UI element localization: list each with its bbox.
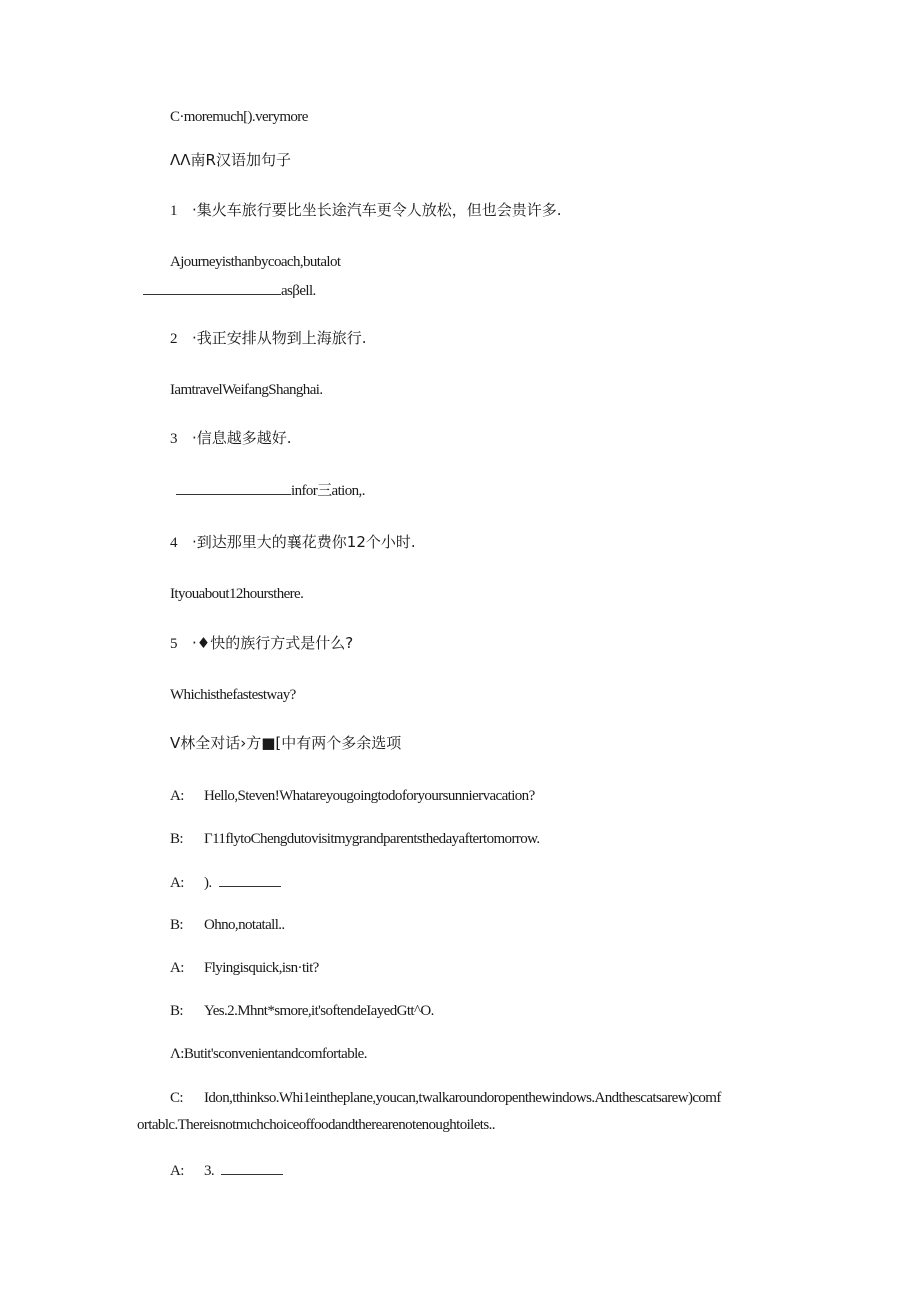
question-chinese: ·我正安排从物到上海旅行.: [192, 329, 367, 347]
dialogue-line: [170, 1001, 434, 1021]
dialogue-text: Ohno,notatall..: [204, 917, 285, 933]
question-number: 1: [170, 203, 177, 219]
speaker-label: B:: [170, 1003, 183, 1019]
dialogue-line: [170, 1160, 283, 1181]
dialogue-line: [170, 958, 319, 978]
answer-2: IamtravelWeifangShanghai.: [170, 382, 323, 398]
answer-blank[interactable]: [221, 1160, 283, 1175]
dialogue-line: [170, 915, 285, 935]
speaker-label: B:: [170, 917, 183, 933]
answer-1-line-b: [143, 280, 316, 301]
dialogue-line: [170, 872, 281, 893]
dialogue-text: Γ11flytoChengdutovisitmygrandparentsthedayaftertomorrow.: [204, 831, 540, 847]
dialogue-line-continued: ortablc.Thereisnotmιchchoiceoffoodandtherearenotenoughtoilets..: [137, 1117, 495, 1133]
answer-3: [176, 480, 365, 501]
question-chinese: ·信息越多越好.: [192, 429, 292, 447]
question-chinese: ·到达那里大的襄花费你12个小时.: [192, 533, 416, 551]
answer-4: Ityouabout12hoursthere.: [170, 586, 304, 602]
answer-blank[interactable]: [143, 280, 281, 295]
question-4: [170, 532, 416, 553]
question-number: 2: [170, 331, 177, 347]
question-1: [170, 200, 562, 221]
section-heading-translate: ΛΛ南R汉语加句子: [170, 151, 291, 169]
dialogue-line: [170, 786, 535, 806]
question-number: 3: [170, 431, 177, 447]
answer-text: infor三ation,.: [291, 483, 365, 499]
speaker-label: A:: [170, 875, 184, 891]
speaker-label: B:: [170, 831, 183, 847]
answer-text: asβell.: [281, 283, 316, 299]
section-heading-dialogue: V林全对话›方■[中有两个多余选项: [170, 734, 402, 752]
question-chinese: ·♦快的族行方式是什么?: [192, 634, 354, 652]
dialogue-line: Λ:Butit'sconvenientandcomfortable.: [170, 1046, 367, 1062]
question-chinese: ·集火车旅行要比坐长途汽车更令人放松，但也会贵许多.: [192, 201, 562, 219]
dialogue-text: Hello,Steven!Whatareyougoingtodoforyoursunniervacation?: [204, 788, 535, 804]
dialogue-text: 3.: [204, 1163, 215, 1179]
answer-5: Whichisthefastestway?: [170, 687, 296, 703]
speaker-label: A:: [170, 960, 184, 976]
option-line-c: C·moremuch[).verymore: [170, 109, 308, 125]
dialogue-text: Idon,tthinkso.Whi1eintheplane,youcan,twalkaroundoropenthewindows.Andthescatsarew)comf: [204, 1090, 721, 1106]
answer-1-line-a: Ajourneyisthanbycoach,butalot: [170, 254, 341, 270]
speaker-label: A:: [170, 1163, 184, 1179]
answer-blank[interactable]: [176, 480, 291, 495]
dialogue-text: Yes.2.Mhnt*smore,it'softendeIayedGtt^O.: [204, 1003, 434, 1019]
speaker-label: A:: [170, 788, 184, 804]
question-3: [170, 428, 292, 449]
speaker-label: C:: [170, 1090, 183, 1106]
question-number: 4: [170, 535, 177, 551]
dialogue-text: ).: [204, 875, 212, 891]
dialogue-line: [170, 829, 540, 849]
dialogue-line: [170, 1088, 721, 1108]
question-5: [170, 633, 353, 654]
question-number: 5: [170, 636, 177, 652]
answer-blank[interactable]: [219, 872, 281, 887]
question-2: [170, 328, 367, 349]
dialogue-text: Flyingisquick,isn·tit?: [204, 960, 319, 976]
